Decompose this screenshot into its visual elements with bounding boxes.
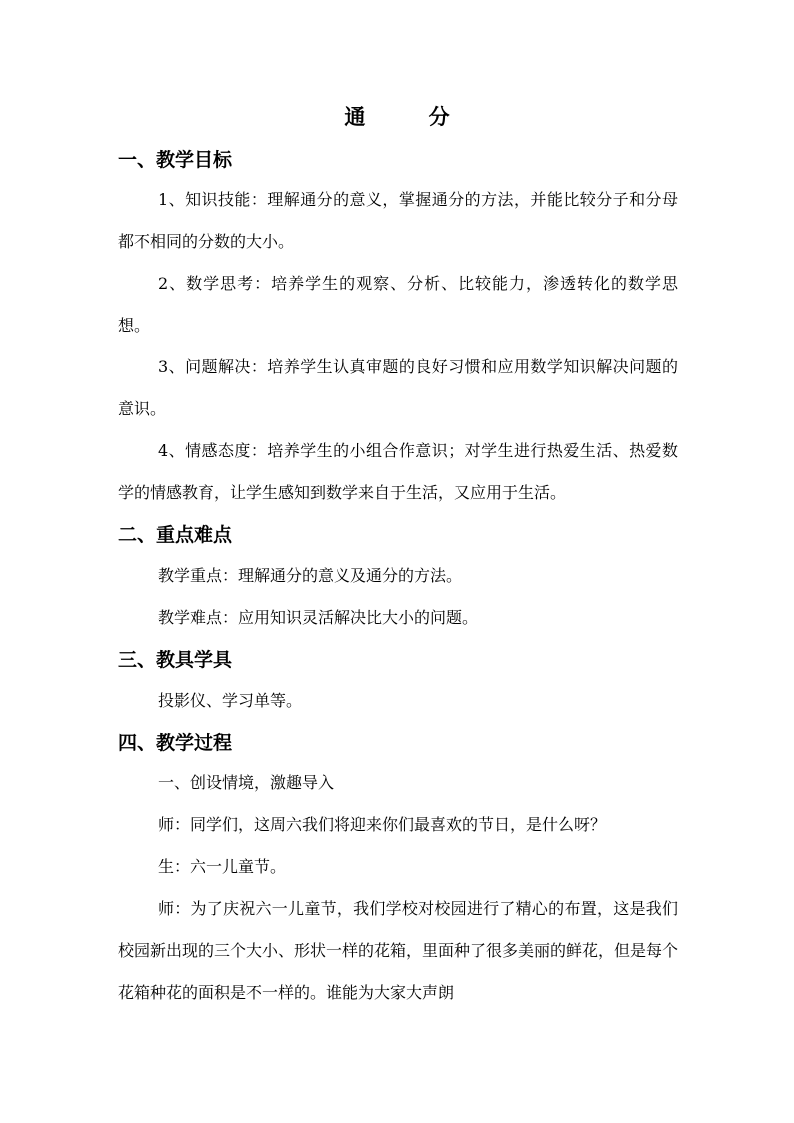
objective-paragraph-4: 4、情感态度：培养学生的小组合作意识；对学生进行热爱生活、热爱数学的情感教育，让学生感知到数学来自于生活，又应用于生活。 [118,441,678,502]
teaching-aids-line: 投影仪、学习单等。 [158,691,303,710]
difficulty-line: 教学难点：应用知识灵活解决比大小的问题。 [158,608,479,627]
objective-paragraph-1: 1、知识技能：理解通分的意义，掌握通分的方法，并能比较分子和分母都不相同的分数的大小。 [118,190,678,251]
dialogue-paragraph-teacher-2: 师：为了庆祝六一儿童节，我们学校对校园进行了精心的布置，这是我们校园新出现的三个大小、形状一样的花箱，里面种了很多美丽的鲜花，但是每个花箱种花的面积是不一样的。谁能为大家大声朗 [118,899,679,1002]
dialogue-line-teacher-1: 师：同学们，这周六我们将迎来你们最喜欢的节日，是什么呀？ [158,815,607,834]
objective-paragraph-2: 2、数学思考：培养学生的观察、分析、比较能力，渗透转化的数学思想。 [118,274,678,335]
section-heading-objectives: 一、教学目标 [118,149,233,171]
objective-paragraph-3: 3、问题解决：培养学生认真审题的良好习惯和应用数学知识解决问题的意识。 [118,357,678,418]
section-heading-teaching-aids: 三、教具学具 [118,649,233,671]
document-title: 通 分 [344,105,478,129]
section-heading-process: 四、教学过程 [118,732,233,754]
process-step-heading: 一、创设情境，激趣导入 [158,773,335,792]
key-point-line: 教学重点：理解通分的意义及通分的方法。 [158,566,463,585]
dialogue-line-student-1: 生：六一儿童节。 [158,857,287,876]
section-heading-key-points: 二、重点难点 [118,524,233,546]
